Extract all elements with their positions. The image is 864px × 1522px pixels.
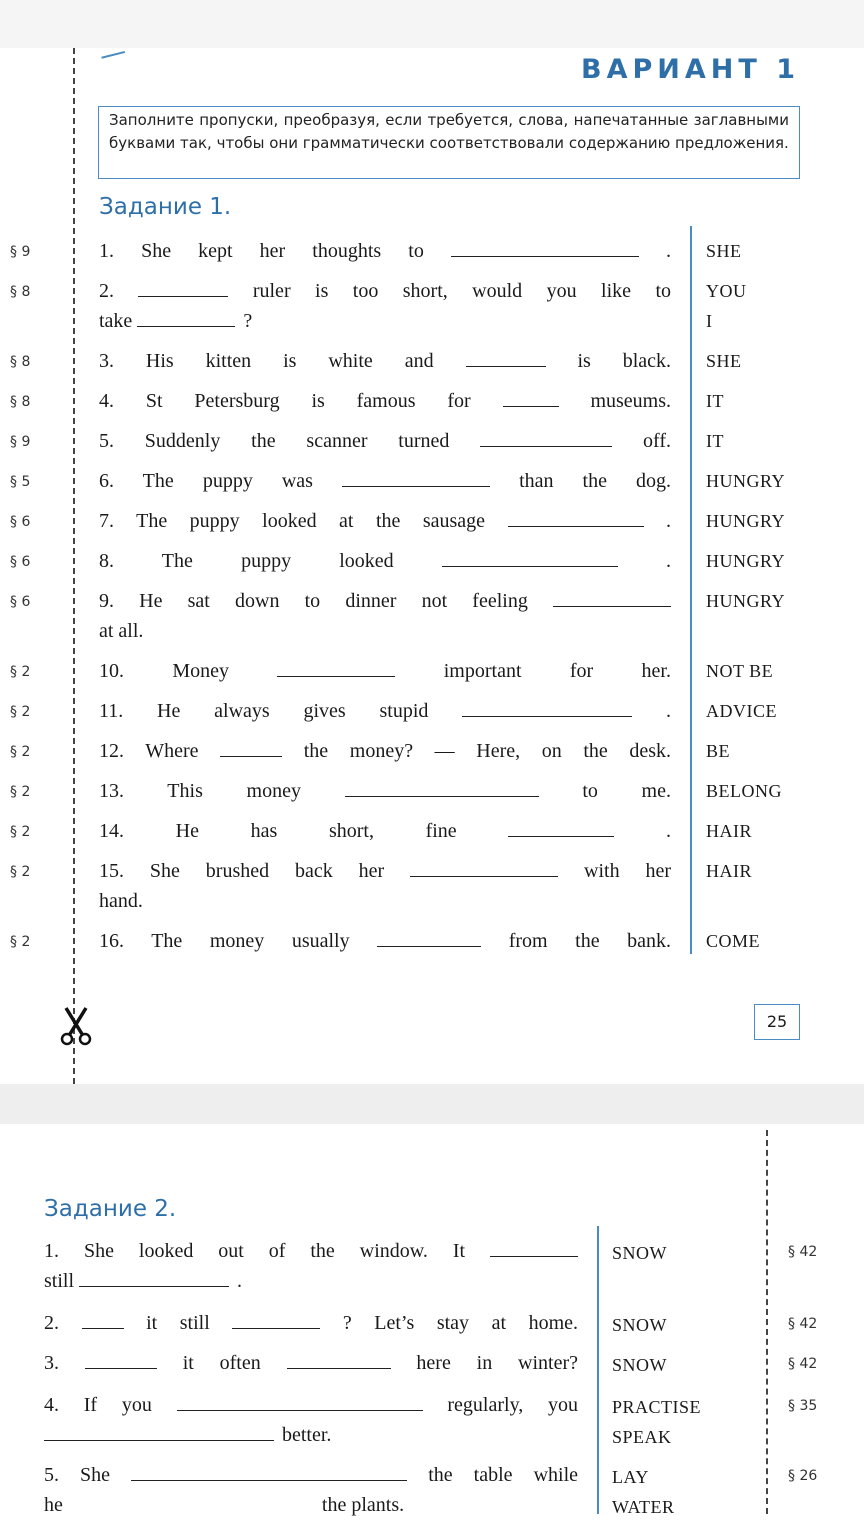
sentence-13 xyxy=(99,776,671,806)
sentence-text: 9. He sat down to dinner not feeling xyxy=(99,590,528,612)
sentence-text: . xyxy=(666,240,672,262)
word-to-transform: WATER xyxy=(612,1497,675,1517)
answer-blank[interactable] xyxy=(490,1238,578,1257)
sentence-text: . xyxy=(237,1270,243,1292)
sentence-5 xyxy=(99,426,671,456)
task-2-sentence-5-line-2 xyxy=(44,1490,578,1520)
paragraph-ref: § 42 xyxy=(788,1356,818,1372)
sentence-text: 7. The puppy looked at the sausage xyxy=(99,510,486,532)
sentence-text: still xyxy=(44,1270,75,1292)
task-title: Задание 1. xyxy=(99,194,232,220)
answer-blank[interactable] xyxy=(451,238,639,257)
cut-line-2 xyxy=(766,1130,768,1514)
sentence-4 xyxy=(99,386,671,416)
paragraph-ref: § 42 xyxy=(788,1316,818,1332)
sentence-text: 14. He has short, fine xyxy=(99,820,457,842)
answer-blank[interactable] xyxy=(508,818,614,837)
word-to-transform: SNOW xyxy=(612,1315,667,1335)
answer-blank[interactable] xyxy=(220,738,282,757)
sentence-text: 16. The money usually xyxy=(99,930,350,952)
task-2-sentence-4-line-2 xyxy=(44,1420,578,1450)
sentence-text: . xyxy=(666,700,671,722)
task-2-sentence-4 xyxy=(44,1390,578,1420)
word-to-transform: BELONG xyxy=(706,781,782,801)
sentence-text: . xyxy=(666,820,672,842)
paragraph-ref: § 8 xyxy=(10,284,31,300)
sentence-2-line-2 xyxy=(99,306,399,336)
task-2-sentence-3 xyxy=(44,1348,578,1378)
paragraph-ref: § 6 xyxy=(10,594,31,610)
word-to-transform: SNOW xyxy=(612,1243,667,1263)
answer-blank[interactable] xyxy=(466,348,546,367)
sentence-text: 3. His kitten is white and xyxy=(99,350,434,372)
sentence-3 xyxy=(99,346,671,376)
sentence-text: to me. xyxy=(582,780,671,802)
sentence-8 xyxy=(99,546,671,576)
sentence-text: 11. He always gives stupid xyxy=(99,700,429,722)
answer-blank[interactable] xyxy=(480,428,612,447)
scissors-icon xyxy=(56,1004,96,1050)
word-to-transform: PRACTISE xyxy=(612,1397,702,1417)
sentence-text: 1. She looked out of the window. It xyxy=(44,1240,466,1262)
page-title: ВАРИАНТ 1 xyxy=(581,54,800,85)
word-to-transform: SNOW xyxy=(612,1355,667,1375)
answer-blank[interactable] xyxy=(410,858,558,877)
task-2-sentence-2 xyxy=(44,1308,578,1338)
sentence-text: 5. She xyxy=(44,1464,111,1486)
paragraph-ref: § 5 xyxy=(10,474,31,490)
sentence-text: ? xyxy=(243,310,253,332)
sentence-6 xyxy=(99,466,671,496)
sentence-text: from the bank. xyxy=(508,930,672,952)
word-to-transform: SPEAK xyxy=(612,1427,672,1447)
word-to-transform: HAIR xyxy=(706,821,752,841)
word-to-transform: ADVICE xyxy=(706,701,777,721)
sentence-text: 8. The puppy looked xyxy=(99,550,394,572)
paragraph-ref: § 35 xyxy=(788,1398,818,1414)
answer-blank[interactable] xyxy=(82,1310,124,1329)
sentence-text: with her xyxy=(584,860,672,882)
sentence-text: 10. Money xyxy=(99,660,230,682)
cut-line xyxy=(73,48,75,1084)
word-to-transform: NOT BE xyxy=(706,661,774,681)
word-to-transform: HUNGRY xyxy=(706,551,786,571)
answer-blank[interactable] xyxy=(79,1268,229,1287)
answer-blank[interactable] xyxy=(442,548,618,567)
task-2-sentence-5 xyxy=(44,1460,578,1490)
answer-blank[interactable] xyxy=(44,1422,274,1441)
sentence-text: take xyxy=(99,310,133,332)
sentence-text: than the dog. xyxy=(519,470,672,492)
paragraph-ref: § 2 xyxy=(10,704,31,720)
word-to-transform: HUNGRY xyxy=(706,591,786,611)
sentence-12 xyxy=(99,736,671,766)
sentence-9-line-2: at all. xyxy=(99,620,144,642)
paragraph-ref: § 2 xyxy=(10,934,31,950)
sentence-text: 12. Where xyxy=(99,740,199,762)
sentence-text: important for her. xyxy=(443,660,671,682)
paragraph-ref: § 2 xyxy=(10,824,31,840)
sentence-text: he xyxy=(44,1494,63,1516)
instruction-box: Заполните пропуски, преобразуя, если требуется, слова, напечатанные заглавными буквами так, чтобы они грамматически соответствовали содержанию предложения. xyxy=(98,106,800,179)
answer-blank[interactable] xyxy=(345,778,539,797)
sentence-text: 4. St Petersburg is famous for xyxy=(99,390,471,412)
word-to-transform: HUNGRY xyxy=(706,511,786,531)
sentence-10 xyxy=(99,656,671,686)
answer-blank[interactable] xyxy=(138,278,228,297)
word-to-transform: SHE xyxy=(706,351,742,371)
sentence-15-line-2: hand. xyxy=(99,890,143,912)
sentence-text: . xyxy=(666,550,672,572)
paragraph-ref: § 6 xyxy=(10,554,31,570)
sentence-7 xyxy=(99,506,671,536)
word-to-transform: YOU xyxy=(706,281,747,301)
sentence-text: better. xyxy=(282,1424,332,1446)
task-2-title: Задание 2. xyxy=(44,1196,177,1222)
sentence-text: 5. Suddenly the scanner turned xyxy=(99,430,450,452)
sentence-text: museums. xyxy=(590,390,672,412)
answer-blank[interactable] xyxy=(177,1392,423,1411)
sentence-text: 1. She kept her thoughts to xyxy=(99,240,424,262)
paragraph-ref: § 2 xyxy=(10,784,31,800)
sentence-text: it still xyxy=(146,1312,210,1334)
page-number: 25 xyxy=(754,1004,800,1040)
sentence-text: ruler is too short, would you like to xyxy=(252,280,671,302)
sentence-text: ? Let’s stay at home. xyxy=(342,1312,578,1334)
sentence-11 xyxy=(99,696,671,726)
answer-blank[interactable] xyxy=(377,928,481,947)
answer-blank[interactable] xyxy=(137,308,235,327)
task-2-sentence-1-line-2 xyxy=(44,1266,578,1296)
answer-blank[interactable] xyxy=(287,1350,391,1369)
sentence-text: the table while xyxy=(428,1464,579,1486)
sentence-text: 3. xyxy=(44,1352,59,1374)
sentence-text: 2. xyxy=(99,280,114,302)
paragraph-ref: § 2 xyxy=(10,744,31,760)
answer-blank[interactable] xyxy=(232,1310,320,1329)
paragraph-ref: § 9 xyxy=(10,244,31,260)
page-top-gap xyxy=(0,0,864,48)
paragraph-ref: § 2 xyxy=(10,664,31,680)
paragraph-ref: § 8 xyxy=(10,394,31,410)
paragraph-ref: § 8 xyxy=(10,354,31,370)
sentence-16 xyxy=(99,926,671,956)
answer-blank[interactable] xyxy=(131,1462,407,1481)
sentence-text: 2. xyxy=(44,1312,59,1334)
sentence-text: 6. The puppy was xyxy=(99,470,313,492)
task-2-sentence-1 xyxy=(44,1236,578,1266)
sentence-14 xyxy=(99,816,671,846)
sentence-text: . xyxy=(666,510,672,532)
answer-blank[interactable] xyxy=(85,1350,157,1369)
sentence-text: 4. If you xyxy=(44,1394,152,1416)
paragraph-ref: § 26 xyxy=(788,1468,818,1484)
word-to-transform: IT xyxy=(706,431,724,451)
sentence-text: the plants. xyxy=(321,1494,405,1516)
word-to-transform: HAIR xyxy=(706,861,752,881)
word-to-transform: I xyxy=(706,311,713,331)
sentence-text: here in winter? xyxy=(416,1352,579,1374)
sentence-text: is black. xyxy=(577,350,672,372)
answer-blank[interactable] xyxy=(553,588,671,607)
paragraph-ref: § 42 xyxy=(788,1244,818,1260)
answer-blank[interactable] xyxy=(462,698,632,717)
sentence-text: the money? — Here, on the desk. xyxy=(303,740,672,762)
answer-blank[interactable] xyxy=(508,508,644,527)
word-to-transform: IT xyxy=(706,391,724,411)
word-to-transform: COME xyxy=(706,931,761,951)
sentence-text: 13. This money xyxy=(99,780,301,802)
sentence-text: it often xyxy=(182,1352,261,1374)
answer-blank[interactable] xyxy=(277,658,395,677)
sentence-text: 15. She brushed back her xyxy=(99,860,385,882)
sentence-text: off. xyxy=(643,430,671,452)
word-column-divider xyxy=(690,226,692,954)
sentence-15 xyxy=(99,856,671,886)
word-to-transform: HUNGRY xyxy=(706,471,786,491)
word-to-transform: SHE xyxy=(706,241,742,261)
paragraph-ref: § 2 xyxy=(10,864,31,880)
sentence-text: regularly, you xyxy=(447,1394,579,1416)
word-to-transform: BE xyxy=(706,741,731,761)
sentence-9 xyxy=(99,586,671,616)
answer-blank[interactable] xyxy=(342,468,490,487)
word-column-divider-2 xyxy=(597,1226,599,1514)
sentence-1 xyxy=(99,236,671,266)
sentence-2 xyxy=(99,276,671,306)
word-to-transform: LAY xyxy=(612,1467,649,1487)
page-gap xyxy=(0,1084,864,1124)
paragraph-ref: § 9 xyxy=(10,434,31,450)
paragraph-ref: § 6 xyxy=(10,514,31,530)
answer-blank[interactable] xyxy=(503,388,559,407)
